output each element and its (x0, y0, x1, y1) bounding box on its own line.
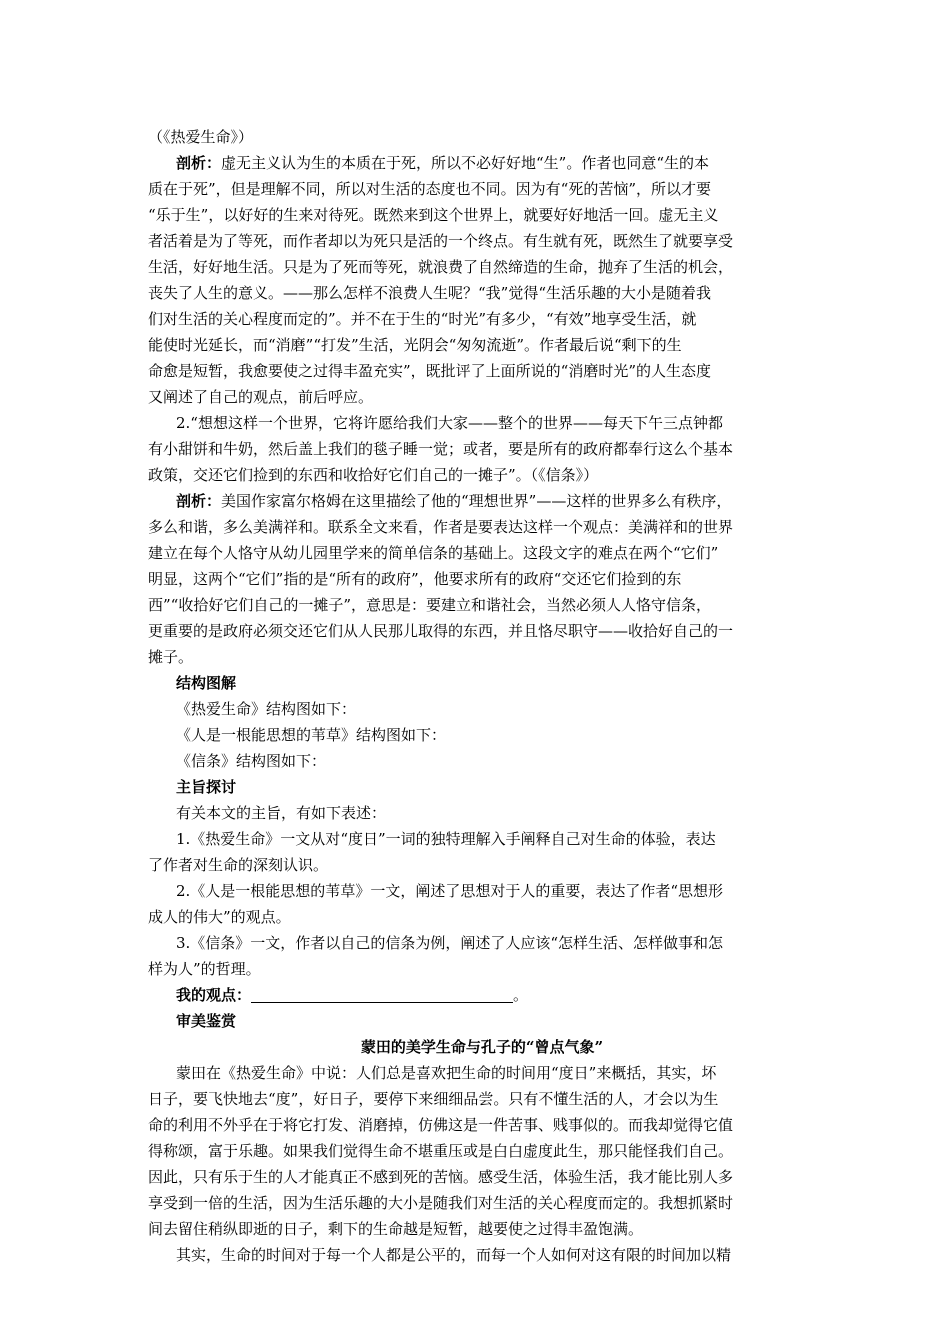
paragraph-line: 《信条》结构图如下： (176, 752, 327, 770)
answer-blank[interactable] (251, 986, 513, 1003)
paragraph-line: 政策，交还它们捡到的东西和收拾好它们自己的一摊子”。（《信条》） (148, 466, 599, 484)
paragraph-line: 2.《人是一根能思想的苇草》一文，阐述了思想对于人的重要，表达了作者“思想形 (176, 882, 723, 900)
paragraph-line: 建立在每个人恪守从幼儿园里学来的简单信条的基础上。这段文字的难点在两个“它们” (148, 544, 719, 562)
paragraph-line: 3.《信条》一文，作者以自己的信条为例，阐述了人应该“怎样生活、怎样做事和怎 (176, 934, 723, 952)
paragraph-line: 了作者对生命的深刻认识。 (148, 856, 329, 874)
paragraph-line: 享受到一倍的生活，因为生活乐趣的大小是随我们对生活的关心程度而定的。我想抓紧时 (148, 1194, 734, 1212)
paragraph-line: 摊子。 (148, 648, 194, 666)
paragraph-line: 《热爱生命》结构图如下： (176, 700, 357, 718)
paragraph-line: 多么和谐，多么美满祥和。联系全文来看，作者是要表达这样一个观点：美满祥和的世界 (148, 518, 734, 536)
paragraph-line: 2.“想想这样一个世界，它将许愿给我们大家——整个的世界——每天下午三点钟都 (176, 414, 723, 432)
paragraph-line: 成人的伟大”的观点。 (148, 908, 291, 926)
paragraph-line: 们对生活的关心程度而定的”。并不在于生的“时光”有多少，“有效”地享受生活，就 (148, 310, 697, 328)
paragraph-line: 其实，生命的时间对于每一个人都是公平的，而每一个人如何对这有限的时间加以精 (176, 1246, 732, 1264)
paragraph-line: 又阐述了自己的观点，前后呼应。 (148, 388, 374, 406)
paragraph-line: “乐于生”，以好好的生来对待死。既然来到这个世界上，就要好好地活一回。虚无主义 (148, 206, 719, 224)
paragraph-line: 日子，要飞快地去“度”，好日子，要停下来细细品尝。只有不懂生活的人，才会以为生 (148, 1090, 719, 1108)
paragraph-line: 有小甜饼和牛奶，然后盖上我们的毯子睡一觉；或者，要是所有的政府都奉行这么个基本 (148, 440, 734, 458)
section-heading-structure: 结构图解 (176, 674, 237, 692)
paragraph-line: 西”“收拾好它们自己的一摊子”，意思是：要建立和谐社会，当然必须人人恪守信条， (148, 596, 712, 614)
essay-title: 蒙田的美学生命与孔子的“曾点气象” (360, 1038, 604, 1056)
paragraph-line: 样为人”的哲理。 (148, 960, 261, 978)
paragraph-line: 有关本文的主旨，有如下表述： (176, 804, 387, 822)
section-heading-theme: 主旨探讨 (176, 778, 237, 796)
paragraph-line: 命愈是短暂，我愈要使之过得丰盈充实”，既批评了上面所说的“消磨时光”的人生态度 (148, 362, 712, 380)
paragraph-line: 因此，只有乐于生的人才能真正不感到死的苦恼。感受生活，体验生活，我才能比别人多 (148, 1168, 734, 1186)
paragraph-line: 更重要的是政府必须交还它们从人民那儿取得的东西，并且恪尽职守——收拾好自己的一 (148, 622, 734, 640)
paragraph-line: 蒙田在《热爱生命》中说：人们总是喜欢把生命的时间用“度日”来概括，其实，坏 (176, 1064, 717, 1082)
analysis-label: 剖析： (176, 492, 222, 510)
paragraph-line: 1.《热爱生命》一文从对“度日”一词的独特理解入手阐释自己对生命的体验，表达 (176, 830, 716, 848)
paragraph-line: 剖析：虚无主义认为生的本质在于死，所以不必好好地“生”。作者也同意“生的本 (176, 154, 710, 172)
paragraph-line: 生活，好好地生活。只是为了死而等死，就浪费了自然缔造的生命，抛弃了生活的机会， (148, 258, 734, 276)
paragraph-line: 明显，这两个“它们”指的是“所有的政府”，他要求所有的政府“交还它们捡到的东 (148, 570, 682, 588)
paragraph-line: 剖析：美国作家富尔格姆在这里描绘了他的“理想世界”——这样的世界多么有秩序， (176, 492, 732, 510)
paragraph-line: 命的利用不外乎在于将它打发、消磨掉，仿佛这是一件苦事、贱事似的。而我却觉得它值 (148, 1116, 734, 1134)
my-view-label: 我的观点： (176, 986, 252, 1004)
paragraph-line: 间去留住稍纵即逝的日子，剩下的生命越是短暂，越要使之过得丰盈饱满。 (148, 1220, 644, 1238)
paragraph-line: 丧失了人生的意义。——那么怎样不浪费人生呢？“我”觉得“生活乐趣的大小是随着我 (148, 284, 712, 302)
paragraph-line: 能使时光延长，而“消磨”“打发”生活，光阴会“匆匆流逝”。作者最后说“剩下的生 (148, 336, 682, 354)
paragraph-line: 者活着是为了等死，而作者却以为死只是活的一个终点。有生就有死，既然生了就要享受 (148, 232, 734, 250)
paragraph-line: （《热爱生命》） (148, 128, 254, 146)
paragraph-line: 得称颂，富于乐趣。如果我们觉得生命不堪重压或是白白虚度此生，那只能怪我们自己。 (148, 1142, 734, 1160)
my-view-line: 我的观点： 。 (176, 986, 529, 1004)
paragraph-line: 《人是一根能思想的苇草》结构图如下： (176, 726, 447, 744)
paragraph-line: 质在于死”，但是理解不同，所以对生活的态度也不同。因为有“死的苦恼”，所以才要 (148, 180, 712, 198)
section-heading-aesthetic: 审美鉴赏 (176, 1012, 237, 1030)
analysis-label: 剖析： (176, 154, 222, 172)
